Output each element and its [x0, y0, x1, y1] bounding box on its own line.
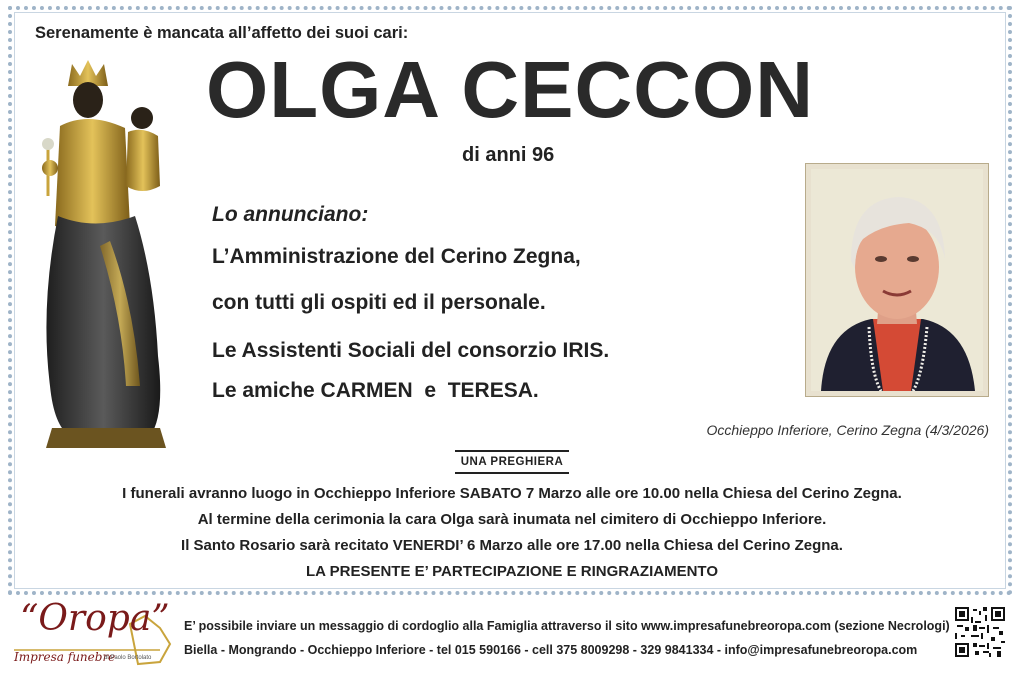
footer-contact-line: Biella - Mongrando - Occhieppo Inferiore - tel 015 590166 - cell 375 8009298 - 329 9841334 - info@impresafunebreoropa.com [184, 643, 918, 657]
funeral-line: I funerali avranno luogo in Occhieppo Inferiore SABATO 7 Marzo alle ore 10.00 nella Chiesa del Cerino Zegna. [122, 485, 902, 502]
logo-subtitle: Impresa funebre [14, 650, 116, 664]
portrait-image [811, 169, 983, 391]
deceased-name-text: OLGA CECCON [205, 45, 815, 134]
logo-owner: di Paolo Bortolato [104, 655, 152, 661]
funeral-line: Il Santo Rosario sarà recitato VENERDI’ 6 Marzo alle ore 17.00 nella Chiesa del Cerino Zegna. [181, 537, 843, 554]
announcer-line: Le Assistenti Sociali del consorzio IRIS. [212, 339, 610, 362]
announcers-heading: Lo annunciano: [212, 203, 369, 226]
portrait-photo [806, 164, 988, 396]
announcer-line: Le amiche CARMEN e TERESA. [212, 379, 539, 402]
madonna-statue-image [30, 56, 180, 456]
logo-name: “Oropa” [20, 598, 170, 639]
footer-message-line: E’ possibile inviare un messaggio di cordoglio alla Famiglia attraverso il sito www.impresafunebreoropa.com (sezione Necrologi) [184, 619, 950, 633]
intro-text: Serenamente è mancata all’affetto dei suoi cari: [35, 24, 409, 42]
funeral-line: Al termine della cerimonia la cara Olga sarà inumata nel cimitero di Occhieppo Inferiore. [197, 511, 827, 528]
place-date: Occhieppo Inferiore, Cerino Zegna (4/3/2026) [706, 422, 989, 438]
announcer-line: con tutti gli ospiti ed il personale. [212, 291, 546, 314]
announcer-line: L’Amministrazione del Cerino Zegna, [212, 245, 581, 268]
closing-line: LA PRESENTE E’ PARTECIPAZIONE E RINGRAZIAMENTO [306, 563, 718, 580]
prayer-label: UNA PREGHIERA [455, 450, 569, 474]
age-text: di anni 96 [462, 144, 555, 166]
qr-code-icon [955, 607, 1005, 657]
